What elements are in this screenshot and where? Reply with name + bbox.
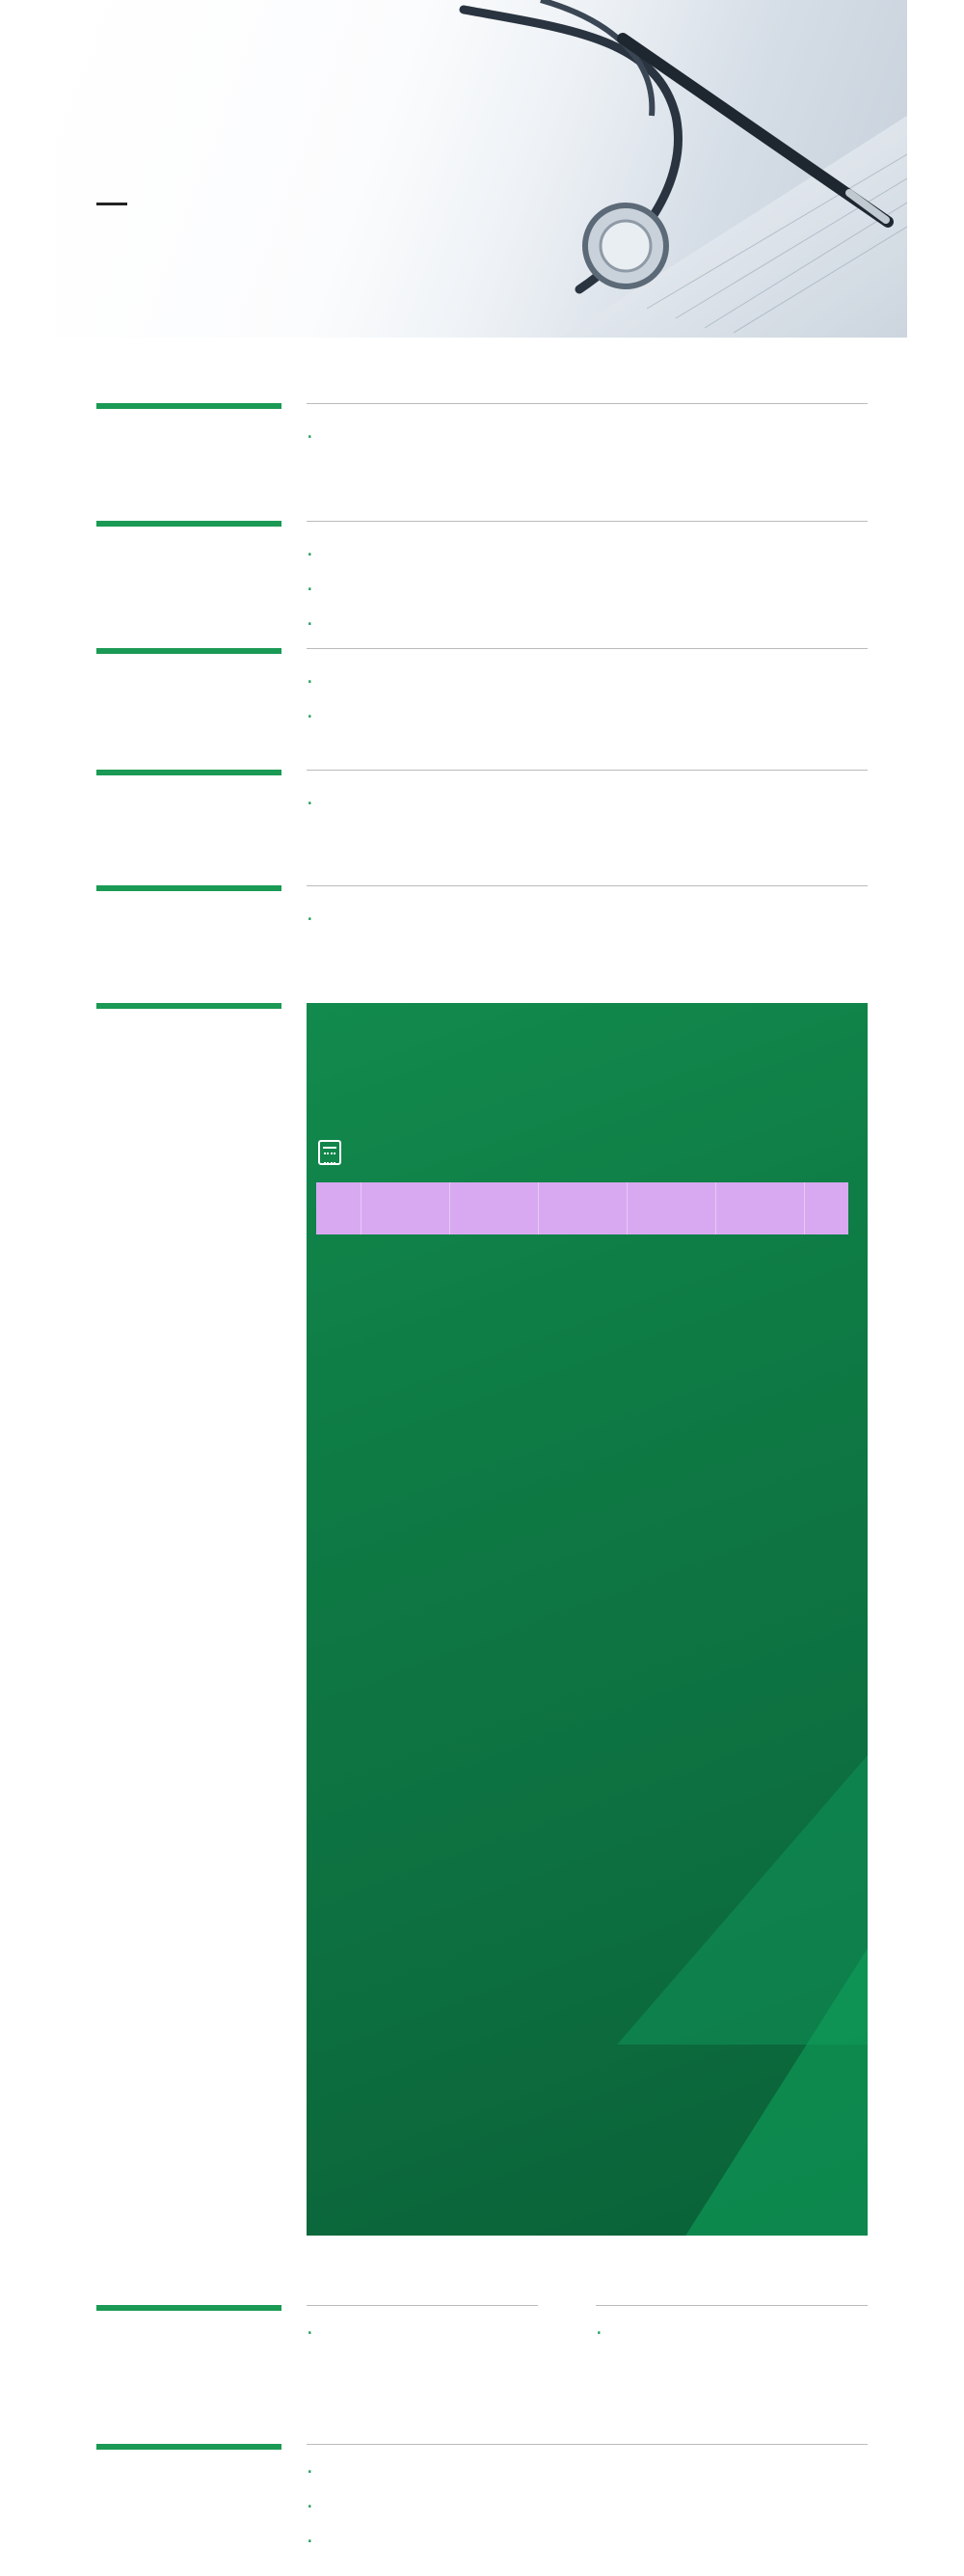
column-header bbox=[715, 1182, 804, 1234]
section-body bbox=[307, 403, 868, 454]
doctor-schedule-table bbox=[316, 1182, 848, 1234]
notice-text bbox=[318, 1094, 341, 1115]
section-body bbox=[307, 648, 868, 734]
section-accent-bar bbox=[96, 521, 281, 527]
column-header bbox=[627, 1182, 715, 1234]
column-header bbox=[804, 1182, 848, 1234]
section-header bbox=[96, 2305, 281, 2320]
column-header bbox=[538, 1182, 627, 1234]
section-accent-bar bbox=[96, 648, 281, 654]
hero-banner bbox=[56, 0, 907, 338]
section-body bbox=[307, 770, 868, 821]
section-header bbox=[96, 885, 281, 901]
section-accent-bar bbox=[96, 2444, 281, 2450]
decorative-triangle bbox=[617, 1755, 868, 2045]
contact-phone bbox=[307, 2305, 538, 2350]
hours-row: · bbox=[307, 2495, 313, 2518]
section-header bbox=[96, 403, 281, 419]
section-accent-bar bbox=[96, 1003, 281, 1009]
section-accent-bar bbox=[96, 885, 281, 891]
section-header bbox=[96, 770, 281, 785]
section-header bbox=[96, 2444, 281, 2459]
body-line: · bbox=[307, 425, 313, 448]
hours-list bbox=[307, 2444, 868, 2559]
contact-label: · bbox=[307, 2321, 313, 2345]
section-body bbox=[307, 521, 868, 641]
contact-fax bbox=[596, 2305, 868, 2350]
column-header bbox=[449, 1182, 538, 1234]
body-line: · bbox=[307, 792, 313, 815]
list-item: · bbox=[307, 670, 313, 693]
schedule-panel bbox=[307, 1003, 868, 2236]
list-item: · bbox=[307, 543, 313, 566]
calendar-icon bbox=[318, 1140, 341, 1165]
section-contact bbox=[96, 2305, 868, 2382]
column-header bbox=[361, 1182, 449, 1234]
table-header-row bbox=[316, 1182, 848, 1234]
list-item: · bbox=[307, 578, 313, 601]
section-header bbox=[96, 1003, 281, 1018]
schedule-heading bbox=[318, 1140, 351, 1165]
section-body bbox=[307, 885, 868, 936]
hours-row: · bbox=[307, 2460, 313, 2483]
title-divider bbox=[96, 203, 127, 205]
section-accent-bar bbox=[96, 2305, 281, 2311]
section-header bbox=[96, 521, 281, 584]
body-line: · bbox=[307, 908, 313, 931]
section-accent-bar bbox=[96, 403, 281, 409]
list-item: · bbox=[307, 705, 313, 728]
hours-row: · bbox=[307, 2530, 313, 2553]
stethoscope-illustration bbox=[425, 0, 907, 338]
column-header bbox=[316, 1182, 361, 1234]
section-accent-bar bbox=[96, 770, 281, 775]
contact-label: · bbox=[596, 2321, 602, 2345]
notice-schedule-change bbox=[318, 1061, 341, 1119]
section-title bbox=[96, 536, 281, 584]
section-header bbox=[96, 648, 281, 664]
list-item: · bbox=[307, 612, 313, 636]
